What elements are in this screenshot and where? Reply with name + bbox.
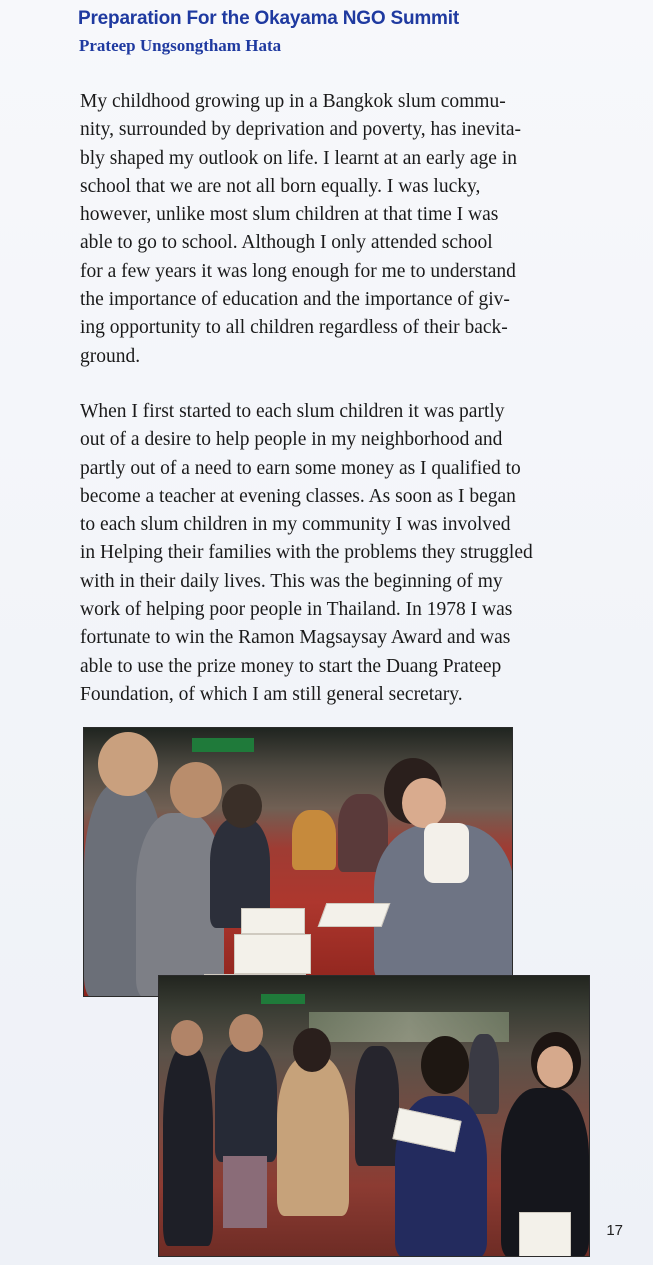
author-name: Prateep Ungsongtham Hata (79, 36, 282, 55)
page-number: 17 (606, 1222, 623, 1239)
text-line: the importance of education and the importance of giv- (80, 289, 510, 311)
text-line: My childhood growing up in a Bangkok slum commu- (80, 91, 506, 112)
text-line: bly shaped my outlook on life. I learnt at an early age in (80, 147, 517, 169)
exit-sign (261, 994, 305, 1004)
person-figure (277, 1056, 349, 1216)
person-figure (292, 810, 336, 870)
document-paper (241, 908, 305, 934)
document-paper (234, 934, 311, 974)
text-line: in Helping their families with the problems they struggled (80, 542, 533, 564)
text-line: ing opportunity to all children regardless of their back- (80, 317, 508, 339)
person-head (421, 1036, 469, 1094)
text-line: nity, surrounded by deprivation and poverty, has inevita- (80, 119, 521, 141)
person-head (229, 1014, 263, 1052)
text-line: work of helping poor people in Thailand. In 1978 I was (80, 599, 513, 621)
document-paper (318, 903, 391, 927)
text-line: become a teacher at evening classes. As soon as I began (80, 485, 516, 507)
text-line: partly out of a need to earn some money as I qualified to (80, 457, 521, 479)
person-head (98, 732, 158, 796)
person-head (293, 1028, 331, 1072)
text-line: to each slum children in my community I was involved (80, 514, 511, 536)
text-line: ground. (80, 345, 141, 367)
text-line: with in their daily lives. This was the beginning of my (80, 570, 503, 592)
person-figure (355, 1046, 399, 1166)
text-line: school that we are not all born equally. I was lucky, (80, 175, 481, 197)
blouse-collar (424, 823, 469, 883)
text-line: fortunate to win the Ramon Magsaysay Award and was (80, 627, 511, 649)
page-title: Preparation For the Okayama NGO Summit (78, 8, 459, 29)
text-line: able to use the prize money to start the Duang Prateep (80, 655, 502, 677)
text-line: for a few years it was long enough for me to understand (80, 260, 516, 282)
registration-desk-photo (83, 727, 513, 997)
paragraph-1 (80, 88, 600, 371)
lobby-crowd-photo (158, 975, 590, 1257)
person-figure (163, 1046, 213, 1246)
paragraph-2 (80, 398, 600, 709)
text-line: When I first started to each slum children it was partly (80, 401, 505, 422)
person-trousers (223, 1156, 267, 1228)
document-paper (519, 1212, 571, 1257)
person-face (537, 1046, 573, 1088)
person-head (171, 1020, 203, 1056)
person-head (222, 784, 262, 828)
text-line: out of a desire to help people in my neighborhood and (80, 429, 503, 451)
person-figure (469, 1034, 499, 1114)
text-line: able to go to school. Although I only attended school (80, 232, 493, 254)
exit-sign (192, 738, 254, 752)
text-line: however, unlike most slum children at that time I was (80, 204, 499, 226)
person-head (170, 762, 222, 818)
person-face (402, 778, 446, 828)
text-line: Foundation, of which I am still general secretary. (80, 683, 463, 705)
person-figure (215, 1042, 277, 1162)
